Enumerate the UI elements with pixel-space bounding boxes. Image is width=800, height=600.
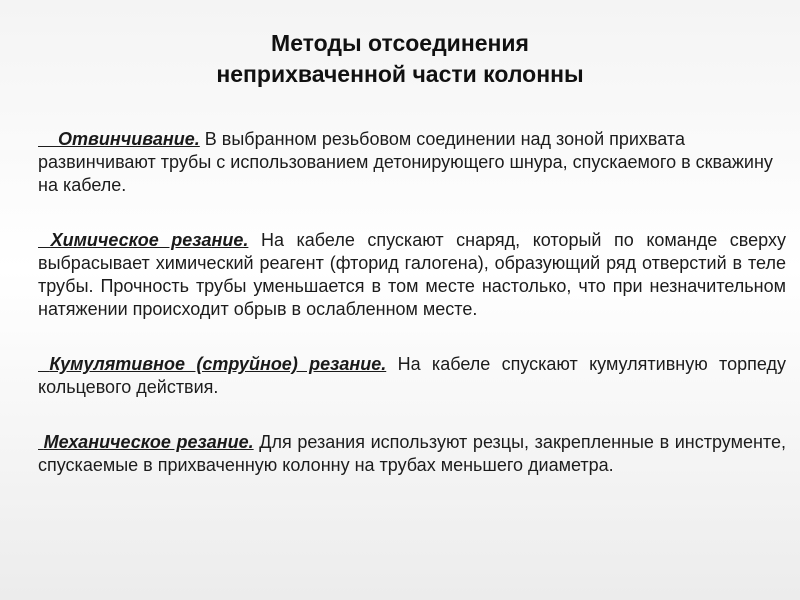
term-unscrewing: Отвинчивание. xyxy=(58,129,200,149)
slide-title-line-2: неприхваченной части колонны xyxy=(216,61,584,87)
slide-title xyxy=(0,28,800,90)
paragraph-chemical-cutting xyxy=(38,229,786,321)
paragraph-text: На кабеле спускают кумулятивную торпеду кольцевого действия. xyxy=(38,354,786,397)
paragraph-text: Для резания используют резцы, закрепленные в инструменте, спускаемые в прихваченную колонну на трубах меньшего диаметра. xyxy=(38,432,786,475)
paragraph-jet-cutting xyxy=(38,353,786,399)
paragraph-mechanical-cutting xyxy=(38,431,786,477)
term-chemical-cutting: Химическое резание. xyxy=(50,230,249,250)
paragraph-indent xyxy=(38,354,49,374)
term-mechanical-cutting: Механическое резание. xyxy=(43,432,254,452)
paragraph-unscrewing xyxy=(38,128,786,197)
slide-body xyxy=(38,128,786,477)
paragraph-text: В выбранном резьбовом соединении над зоной прихвата развинчивают трубы с использованием детонирующего шнура, спускаемого в скважину на кабеле. xyxy=(38,129,773,195)
paragraph-indent xyxy=(38,129,58,149)
paragraph-text: На кабеле спускают снаряд, который по команде сверху выбрасывает химический реагент (фторид галогена), образующий ряд отверстий в теле трубы. Прочность трубы уменьшается в том месте настолько, что при незначительном натяжении происходит обрыв в ослабленном месте. xyxy=(38,230,786,319)
slide-title-line-1: Методы отсоединения xyxy=(271,30,529,56)
term-jet-cutting: Кумулятивное (струйное) резание. xyxy=(49,354,387,374)
paragraph-indent xyxy=(38,230,51,250)
